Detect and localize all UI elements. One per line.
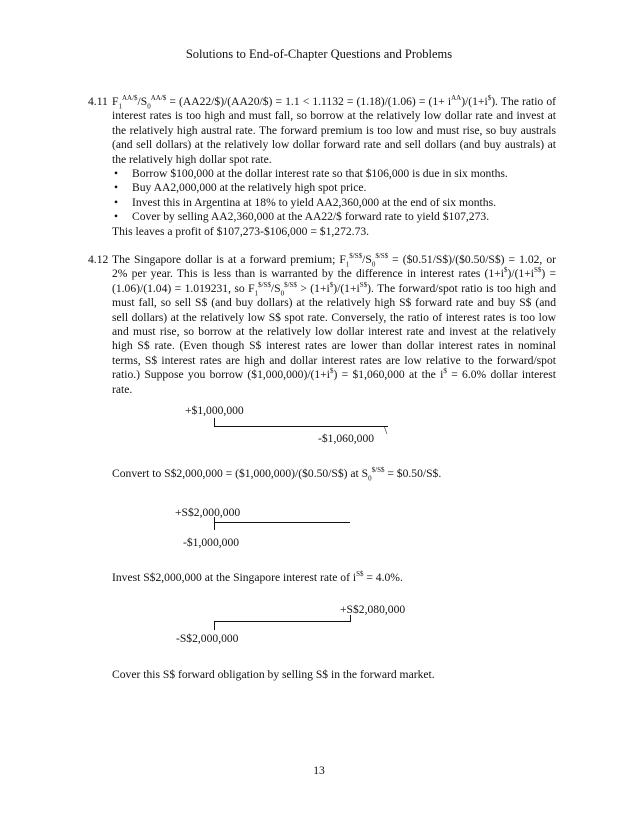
timeline-tick <box>214 517 215 530</box>
timeline-tick-mark: \ <box>384 424 388 437</box>
timeline-tick <box>350 615 351 622</box>
invest-line: Invest S$2,000,000 at the Singapore interest rate of $i^{S\$} = 4.0\%$. <box>112 570 403 584</box>
convert-line: Convert to S$2,000,000 = ($1,000,000)/($0.50/S$) at $S_0^{\$/S\$}$ = $0.50/S$. <box>112 466 442 483</box>
list-item: • Buy AA2,000,000 at the relatively high spot price. <box>112 181 556 195</box>
closing-line: This leaves a profit of $107,273-$106,000 = $1,272.73. <box>112 224 370 238</box>
problem-text: The Singapore dollar is at a forward premium; $F_1^{\$/S\$}/S_0^{\$/S\$}$ = ($0.51/S$)/($0.50/S$) = 1.02, or 2% per year. This is less than is warranted by the difference in interest rates $(1+i^{\$})/(1+i^{S\$}) = (1.06)/(1.04) = 1.019231$, so $F_1^{\$/S\$}/S_0^{\$/S\$} > (1+i^{\$})/(1+i^{S\$})$. The forward/spot ratio is too high and must fall, so sell S$ (and buy dollars) at the relatively high S$ forward rate and buy S$ (and sell dollars) at the relatively low S$ spot rate. Conversely, the ratio of interest rates is too low and must rise, so borrow at the relatively low dollar interest rate and invest at the relatively high S$ rate. (Even though S$ interest rates are lower than dollar interest rates in nominal terms, S$ interest rates are high and dollar interest rates are low relative to the forward/spot ratio.) Suppose you borrow ($1,000,000)/(1+i$) = $1,060,000 at the i$ = 6.0% dollar interest rate. <box>112 252 556 396</box>
cashflow-inflow: +S$2,080,000 <box>340 603 406 616</box>
problem-text: $F_1^{AA/\$}/S_0^{AA/\$}$ = (AA22/$)/(AA20/$) = $1.1 < 1.1132 = (1.18)/(1.06) = (1+ i^{AA})/(1+i^{\$})$. The ratio of interest rates is too high and must fall, so borrow at the relatively low dollar rate and invest at the relatively high austral rate. The forward premium is too low and must rise, so buy australs (and sell dollars) at the relatively low dollar forward rate and sell dollars (and buy australs) at the relatively high dollar spot rate. <box>112 94 556 166</box>
cashflow-inflow: +$1,000,000 <box>185 404 244 417</box>
cashflow-outflow: -$1,060,000 <box>318 432 375 445</box>
bullet-list <box>112 167 556 225</box>
cashflow-timeline <box>214 522 350 523</box>
running-header: Solutions to End-of-Chapter Questions and Problems <box>185 47 453 61</box>
cashflow-outflow: -$1,000,000 <box>183 536 240 549</box>
cashflow-inflow: +S$2,000,000 <box>175 506 241 519</box>
cashflow-timeline <box>214 426 388 427</box>
problem-4-11 <box>88 95 556 239</box>
cashflow-timeline <box>214 621 350 622</box>
problem-number: 4.12 <box>88 253 109 266</box>
problem-4-12 <box>88 253 556 397</box>
problem-number: 4.11 <box>88 95 108 108</box>
cashflow-outflow: -S$2,000,000 <box>176 632 239 645</box>
timeline-tick <box>214 622 215 630</box>
page-number: 13 <box>313 764 325 777</box>
list-item: • Cover by selling AA2,360,000 at the AA22/$ forward rate to yield $107,273. <box>112 210 556 224</box>
list-item: • Borrow $100,000 at the dollar interest rate so that $106,000 is due in six months. <box>112 167 556 181</box>
cover-line: Cover this S$ forward obligation by selling S$ in the forward market. <box>112 668 435 681</box>
list-item: • Invest this in Argentina at 18% to yield AA2,360,000 at the end of six months. <box>112 196 556 210</box>
